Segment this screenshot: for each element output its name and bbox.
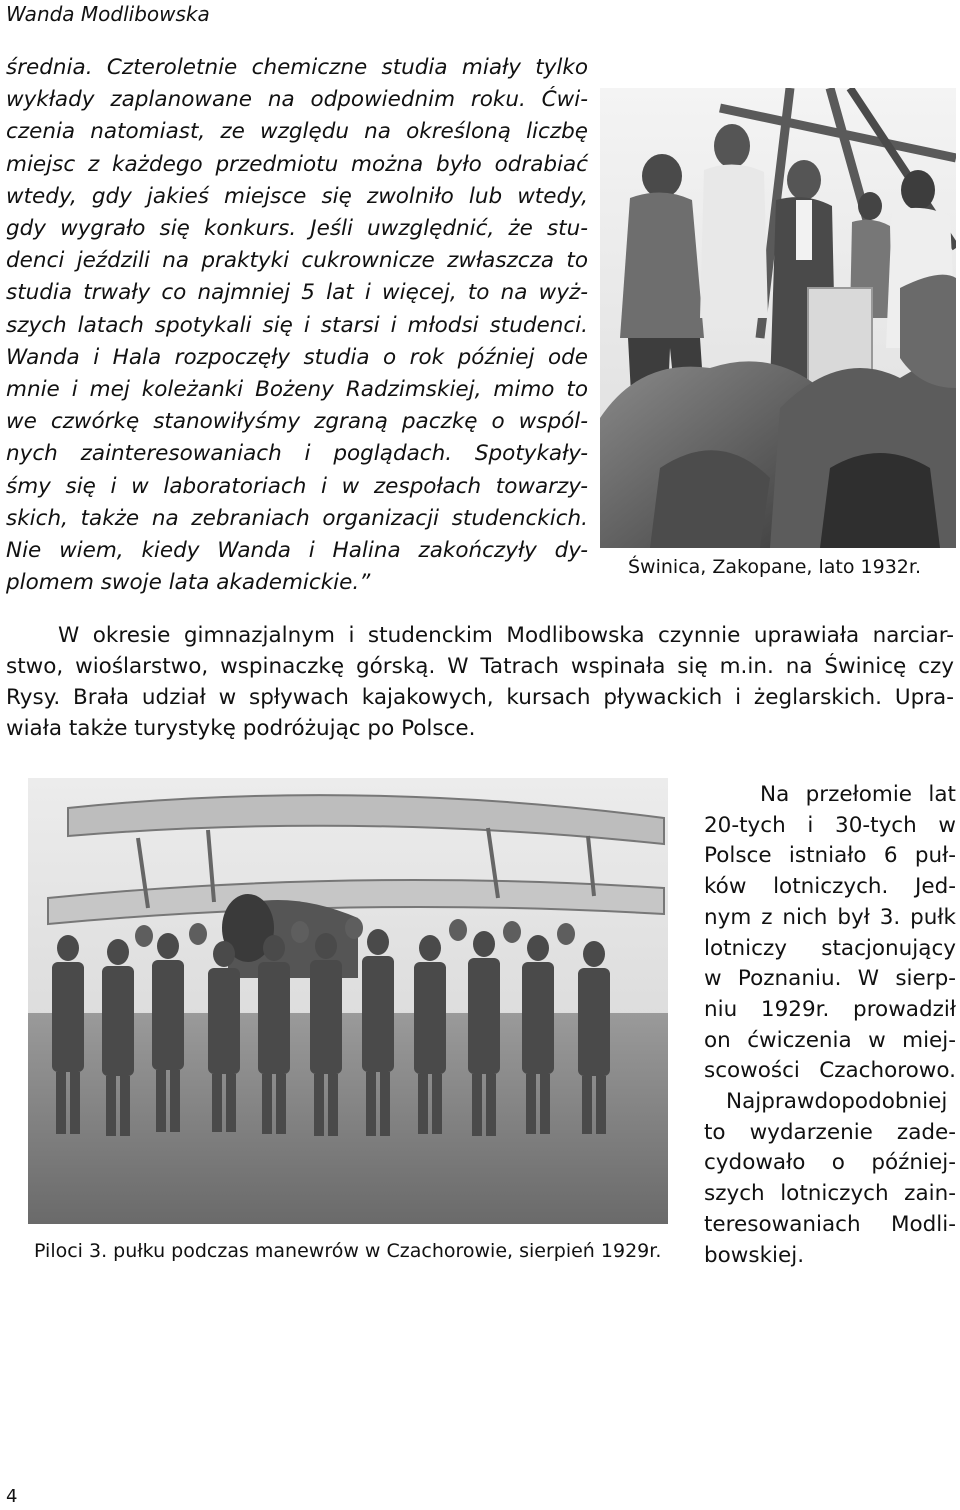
quote-line: miejsc z każdego przedmiotu można było odrabiać [6,151,588,177]
sidebar-line: Najprawdopodobniej [726,1089,948,1115]
sidebar-line: Na przełomie lat [760,782,956,807]
sidebar-line: ków lotniczych. Jed- [704,874,956,900]
figure2-caption: Piloci 3. pułku podczas manewrów w Czachorowie, sierpień 1929r. [34,1240,662,1262]
quote-line: średnia. Czteroletnie chemiczne studia miały tylko [6,55,588,80]
quote-line: mnie i mej koleżanki Bożeny Radzimskiej, mimo to [6,377,588,403]
sidebar-text [704,780,956,1271]
quote-line: czenia natomiast, ze względu na określoną liczbę [6,119,588,145]
summit-group-photo [600,88,956,548]
sidebar-line: Polsce istniało 6 puł- [704,843,956,869]
quote-line: gdy wygrało się konkurs. Jeśli uwzględnić, że stu- [6,216,588,242]
sidebar-line: 20-tych i 30-tych w [704,812,956,838]
pilots-biplane-photo [28,778,668,1224]
quote-line: nych zainteresowaniach i poglądach. Spotykały- [6,441,588,467]
figure1-caption: Świnica, Zakopane, lato 1932r. [628,556,921,578]
quote-line: we czwórkę stanowiłyśmy zgraną paczkę o wspól- [6,409,588,435]
quote-line: studia trwały co najmniej 5 lat i więcej, to na wyż- [6,280,588,306]
quote-line: Nie wiem, kiedy Wanda i Halina zakończyły dy- [6,538,588,564]
quote-line: wtedy, gdy jakieś miejsce się zwolniło lub wtedy, [6,183,588,209]
quote-line: denci jeździli na praktyki cukrownicze zwłaszcza to [6,248,588,274]
quote-line: wykłady zaplanowane na odpowiednim roku. Ćwi- [6,87,588,113]
quote-block [6,52,588,599]
paragraph-line: stwo, wioślarstwo, wspinaczkę górską. W Tatrach wspinała się m.in. na Świnicę czy [6,654,954,679]
page-number: 4 [6,1486,18,1507]
sidebar-line: lotniczy stacjonujący [704,935,956,961]
sidebar-line: on ćwiczenia w miej- [704,1027,956,1053]
sidebar-line: niu 1929r. prowadził [704,996,956,1022]
paragraph-line: Rysy. Brała udział w spływach kajakowych, kursach pływackich i żeglarskich. Upra- [6,685,954,710]
quote-line: śmy się i w laboratoriach i w zespołach towarzy- [6,473,588,499]
paragraph-line: W okresie gimnazjalnym i studenckim Modlibowska czynnie uprawiała narciar- [58,623,954,648]
quote-line: skich, także na zebraniach organizacji studenckich. [6,505,588,531]
sidebar-line: to wydarzenie zade- [704,1119,956,1145]
sidebar-line: cydowało o później- [704,1150,956,1176]
figure2 [28,778,668,1278]
sidebar-line: scowości Czachorowo. [704,1058,956,1084]
quote-line: szych latach spotykali się i starsi i młodsi studenci. [6,312,588,338]
paragraph-line: wiała także turystykę podróżując po Polsce. [6,716,476,741]
sidebar-line: bowskiej. [704,1242,805,1268]
sidebar-line: szych lotniczych zain- [704,1181,956,1207]
quote-line: Wanda i Hala rozpoczęły studia o rok później ode [6,344,588,370]
sidebar-line: nym z nich był 3. pułk [704,904,956,930]
sidebar-line: w Poznaniu. W sierp- [704,966,956,992]
sidebar-line: teresowaniach Modli- [704,1211,956,1237]
running-head: Wanda Modlibowska [6,2,210,26]
body-paragraph [6,620,954,744]
quote-line: plomem swoje lata akademickie.” [6,570,371,596]
